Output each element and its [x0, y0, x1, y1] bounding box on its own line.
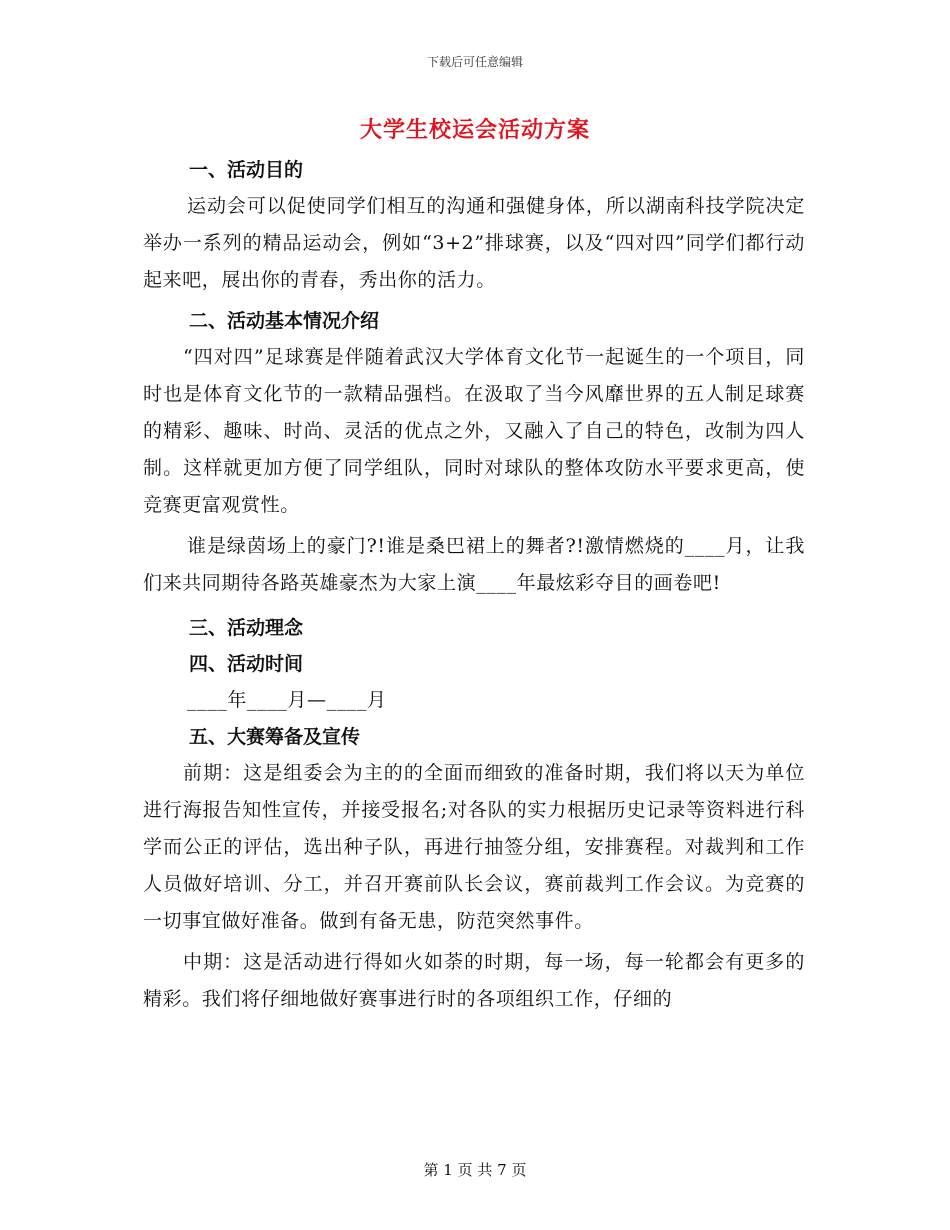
- section-paragraph-time: ____年____月—____月: [187, 689, 387, 711]
- section-heading-preparation: 五、大赛筹备及宣传: [189, 726, 361, 748]
- section-heading-introduction: 二、活动基本情况介绍: [189, 310, 380, 332]
- section-paragraph: “四对四”足球赛是伴随着武汉大学体育文化节一起诞生的一个项目，同时也是体育文化节的一款精品强档。在汲取了当今风靡世界的五人制足球赛的精彩、趣味、时尚、灵活的优点之外，又融入了自己的特色，改制为四人制。这样就更加方便了同学组队，同时对球队的整体攻防水平要求更高，使竞赛更富观赏性。: [143, 346, 805, 516]
- section-paragraph: 前期：这是组委会为主的的全面而细致的准备时期，我们将以天为单位进行海报告知性宣传，并接受报名;对各队的实力根据历史记录等资料进行科学而公正的评估，选出种子队，再进行抽签分组，安排赛程。对裁判和工作人员做好培训、分工，并召开赛前队长会议，赛前裁判工作会议。为竞赛的一切事宜做好准备。做到有备无患，防范突然事件。: [143, 762, 805, 932]
- section-heading-concept: 三、活动理念: [189, 617, 304, 639]
- page-number-footer: 第 1 页 共 7 页: [423, 1161, 527, 1179]
- section-paragraph: 中期：这是活动进行得如火如荼的时期，每一场，每一轮都会有更多的精彩。我们将仔细地做好赛事进行时的各项组织工作，仔细的: [143, 951, 805, 1010]
- document-title: 大学生校运会活动方案: [359, 117, 590, 143]
- header-note: 下载后可任意编辑: [426, 55, 523, 69]
- document-body: [143, 152, 805, 1018]
- section-paragraph: 谁是绿茵场上的豪门?!谁是桑巴裙上的舞者?!激情燃烧的____月，让我们来共同期待各路英雄豪杰为大家上演____年最炫彩夺目的画卷吧!: [143, 535, 805, 594]
- section-heading-purpose: 一、活动目的: [189, 159, 304, 181]
- section-paragraph: 运动会可以促使同学们相互的沟通和强健身体，所以湖南科技学院决定举办一系列的精品运动会，例如“3+2”排球赛，以及“四对四”同学们都行动起来吧，展出你的青春，秀出你的活力。: [143, 195, 805, 291]
- section-heading-time: 四、活动时间: [189, 653, 304, 675]
